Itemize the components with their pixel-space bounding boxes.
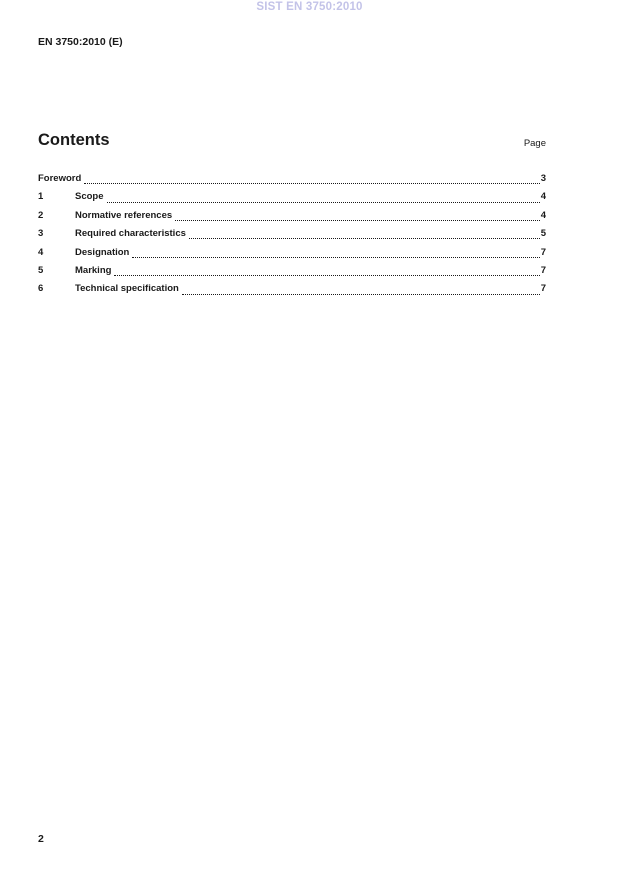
toc-entry-page: 5 [540,228,546,240]
toc-entry-page: 4 [540,191,546,203]
toc-entry-title: Technical specification [75,283,179,295]
toc-entry-title: Designation [75,246,130,258]
table-of-contents [38,170,546,299]
toc-dot-leader [129,244,540,262]
contents-title: Contents [38,131,110,149]
toc-entry-page: 3 [540,173,546,184]
watermark-header: SIST EN 3750:2010 [256,1,363,13]
toc-entry-technical-specification[interactable] [38,280,546,298]
toc-entry-title: Marking [75,264,112,276]
toc-entry-title: Required characteristics [75,228,186,240]
toc-dot-leader [111,262,540,280]
toc-entry-title: Normative references [75,209,173,221]
toc-dot-leader [179,280,541,298]
toc-entry-page: 7 [540,246,546,258]
toc-entry-page: 4 [540,209,546,221]
toc-entry-marking[interactable] [38,262,546,280]
toc-entry-title: Scope [75,191,104,203]
toc-entry-foreword[interactable] [38,170,546,188]
document-reference: EN 3750:2010 (E) [38,36,123,48]
toc-entry-title: Foreword [38,173,82,184]
toc-entry-number: 4 [38,246,44,258]
toc-entry-number: 2 [38,209,44,221]
toc-entry-normative-references[interactable] [38,207,546,225]
page-column-label: Page [523,138,546,149]
toc-entry-number: 1 [38,191,44,203]
toc-entry-scope[interactable] [38,188,546,206]
toc-entry-number: 5 [38,264,44,276]
toc-entry-designation[interactable] [38,244,546,262]
page-number: 2 [38,833,44,845]
toc-dot-leader [186,225,541,243]
toc-entry-number: 3 [38,228,44,240]
toc-dot-leader [104,188,541,206]
toc-entry-number: 6 [38,283,44,295]
toc-entry-page: 7 [540,264,546,276]
toc-entry-required-characteristics[interactable] [38,225,546,243]
toc-dot-leader [172,207,541,225]
toc-dot-leader [81,170,540,188]
toc-entry-page: 7 [540,283,546,295]
